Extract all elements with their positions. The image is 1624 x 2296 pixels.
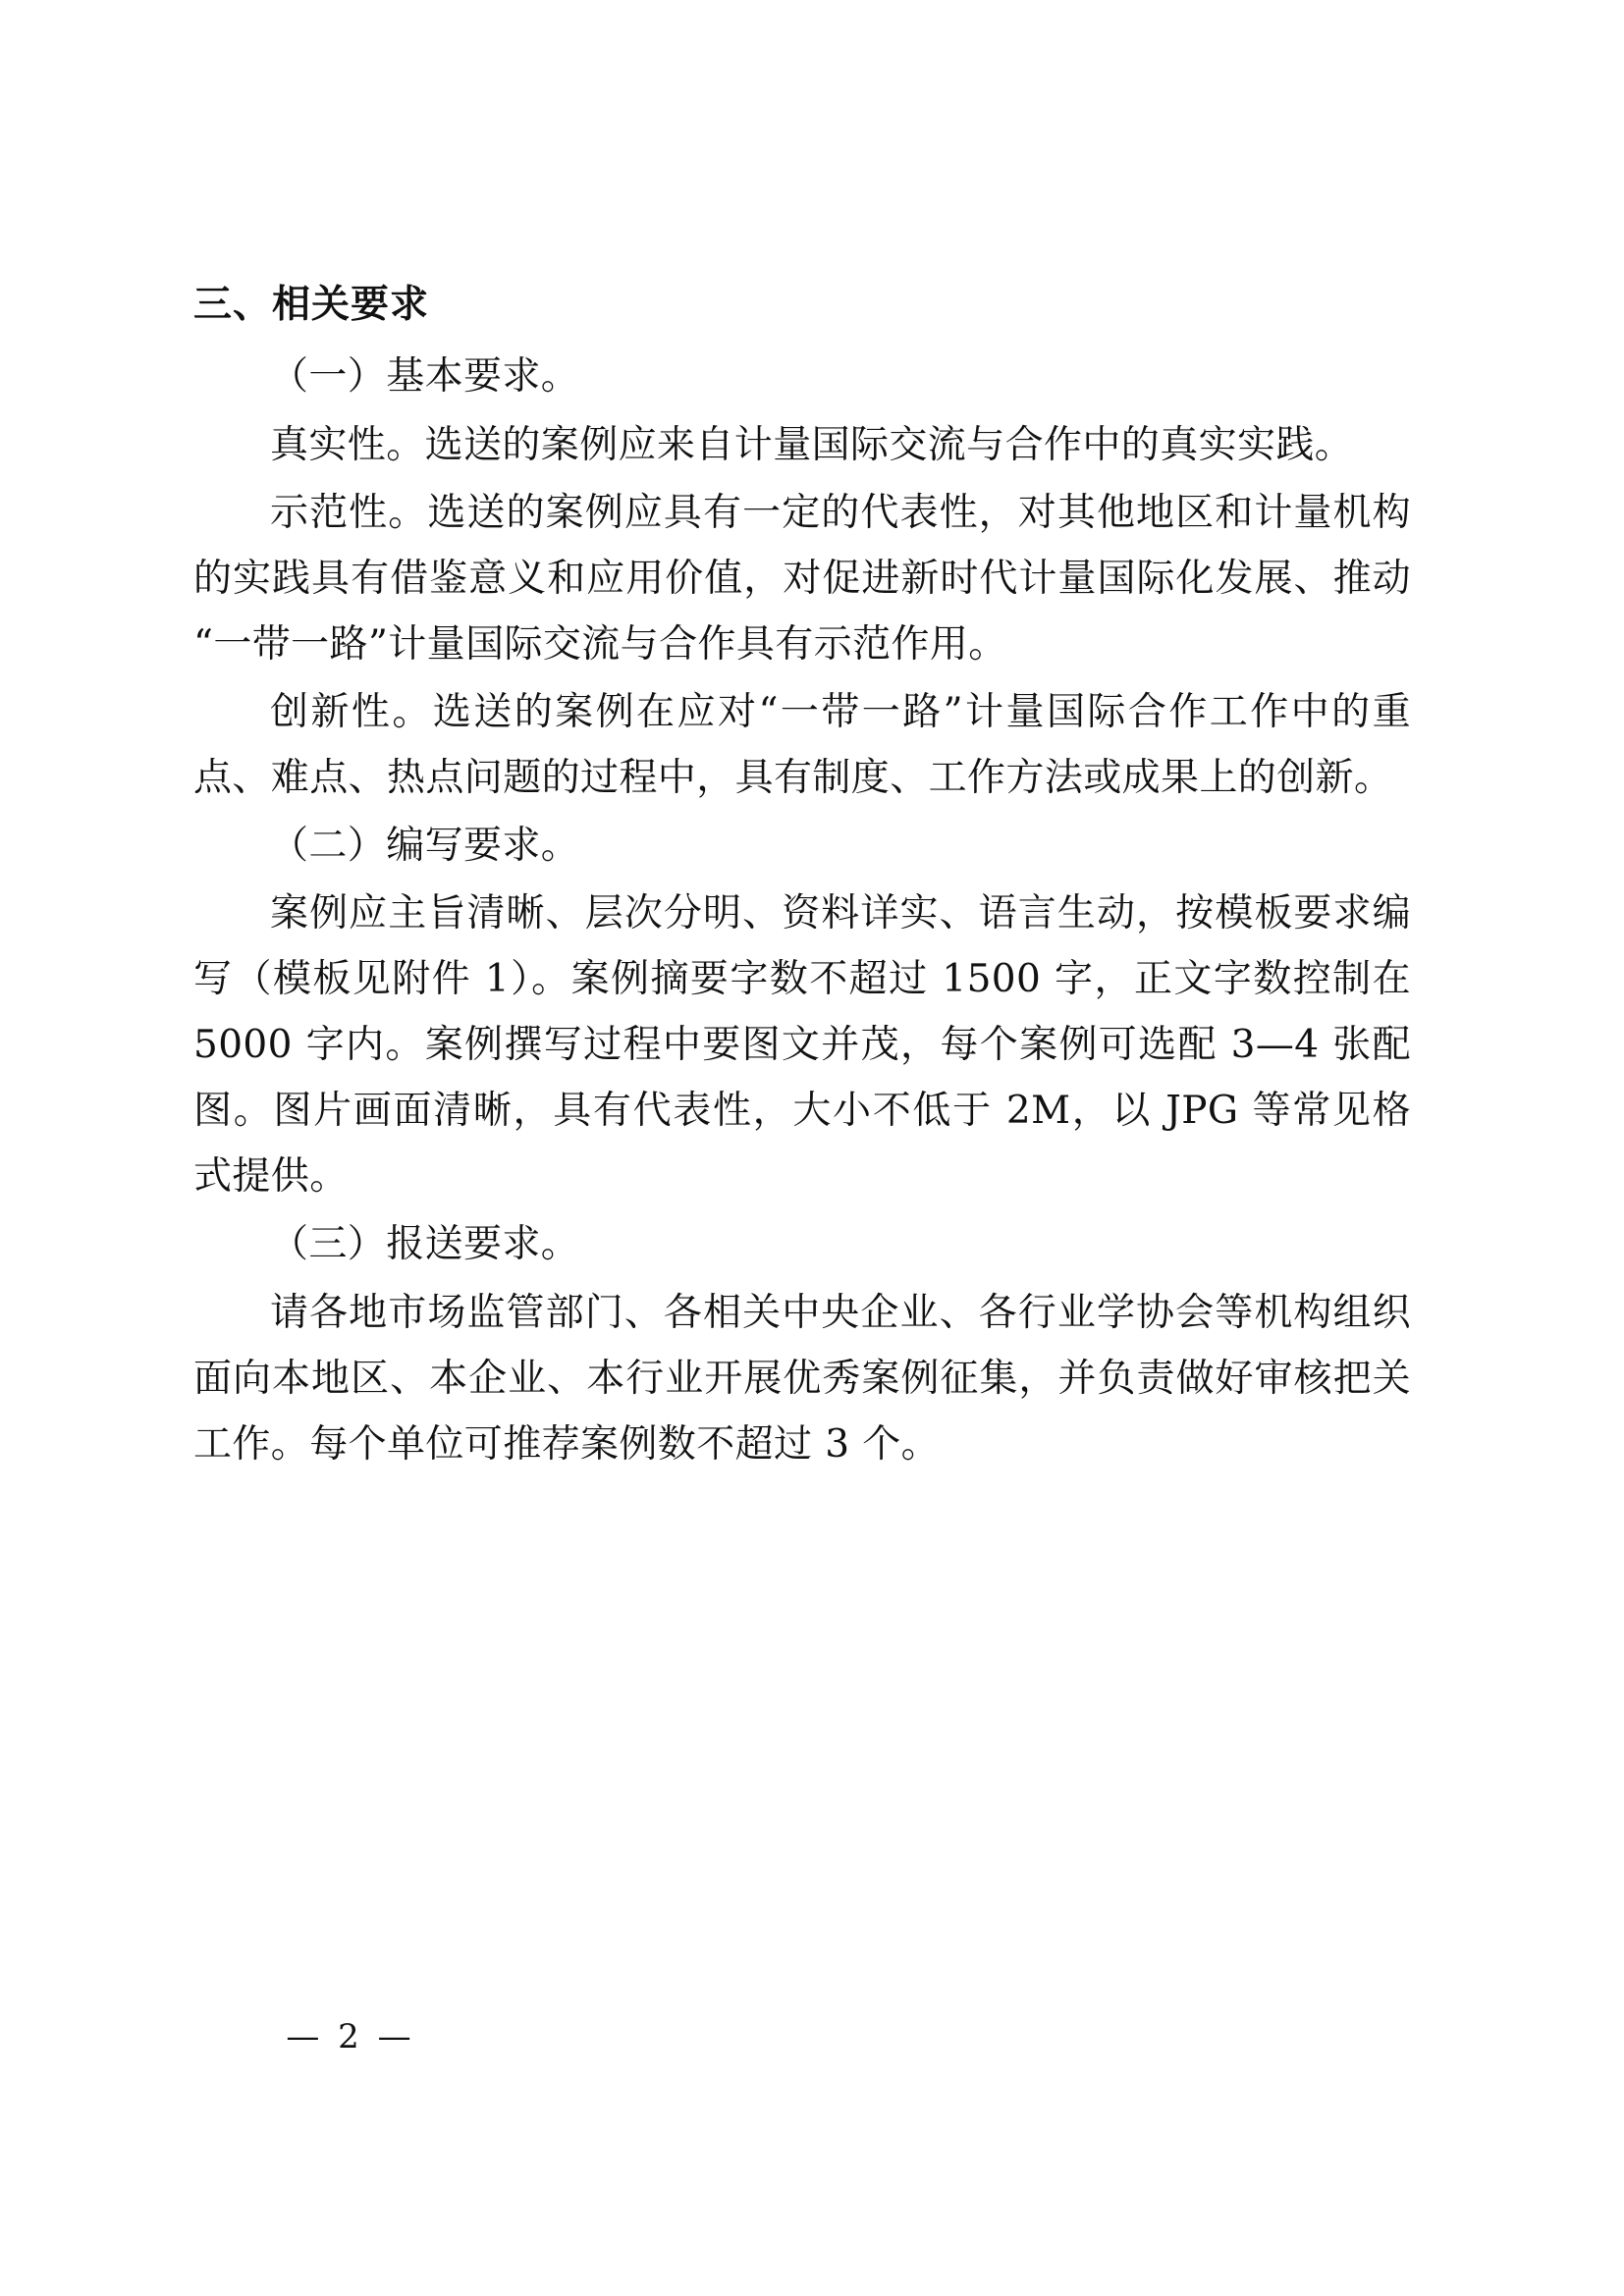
- page-footer: [0, 2017, 1624, 2056]
- paragraph-submission-requirements: 请各地市场监管部门、各相关中央企业、各行业学协会等机构组织面向本地区、本企业、本行业开展优秀案例征集，并负责做好审核把关工作。每个单位可推荐案例数不超过 3 个。: [193, 1290, 1411, 1467]
- subsection-heading-basic-requirements: （一）基本要求。: [270, 354, 580, 400]
- paragraph-exemplarity: 示范性。选送的案例应具有一定的代表性，对其他地区和计量机构的实践具有借鉴意义和应用价值，对促进新时代计量国际化发展、推动“一带一路”计量国际交流与合作具有示范作用。: [193, 490, 1411, 667]
- paragraph-writing-requirements: 案例应主旨清晰、层次分明、资料详实、语言生动，按模板要求编写（模板见附件 1）。案例摘要字数不超过 1500 字，正文字数控制在 5000 字内。案例撰写过程中要图文并茂，每个案例可选配 3—4 张配图。图片画面清晰，具有代表性，大小不低于 2M，以 JPG 等常见格式提供。: [193, 891, 1411, 1200]
- section-heading-three: 三、相关要求: [193, 282, 430, 327]
- page-number: — 2 —: [286, 2017, 415, 2056]
- paragraph-innovation: 创新性。选送的案例在应对“一带一路”计量国际合作工作中的重点、难点、热点问题的过程中，具有制度、工作方法或成果上的创新。: [193, 689, 1411, 800]
- subsection-heading-submission-requirements: （三）报送要求。: [270, 1222, 580, 1267]
- paragraph-authenticity: 真实性。选送的案例应来自计量国际交流与合作中的真实实践。: [270, 422, 1354, 467]
- subsection-heading-writing-requirements: （二）编写要求。: [270, 823, 580, 868]
- document-body: [193, 275, 1411, 1477]
